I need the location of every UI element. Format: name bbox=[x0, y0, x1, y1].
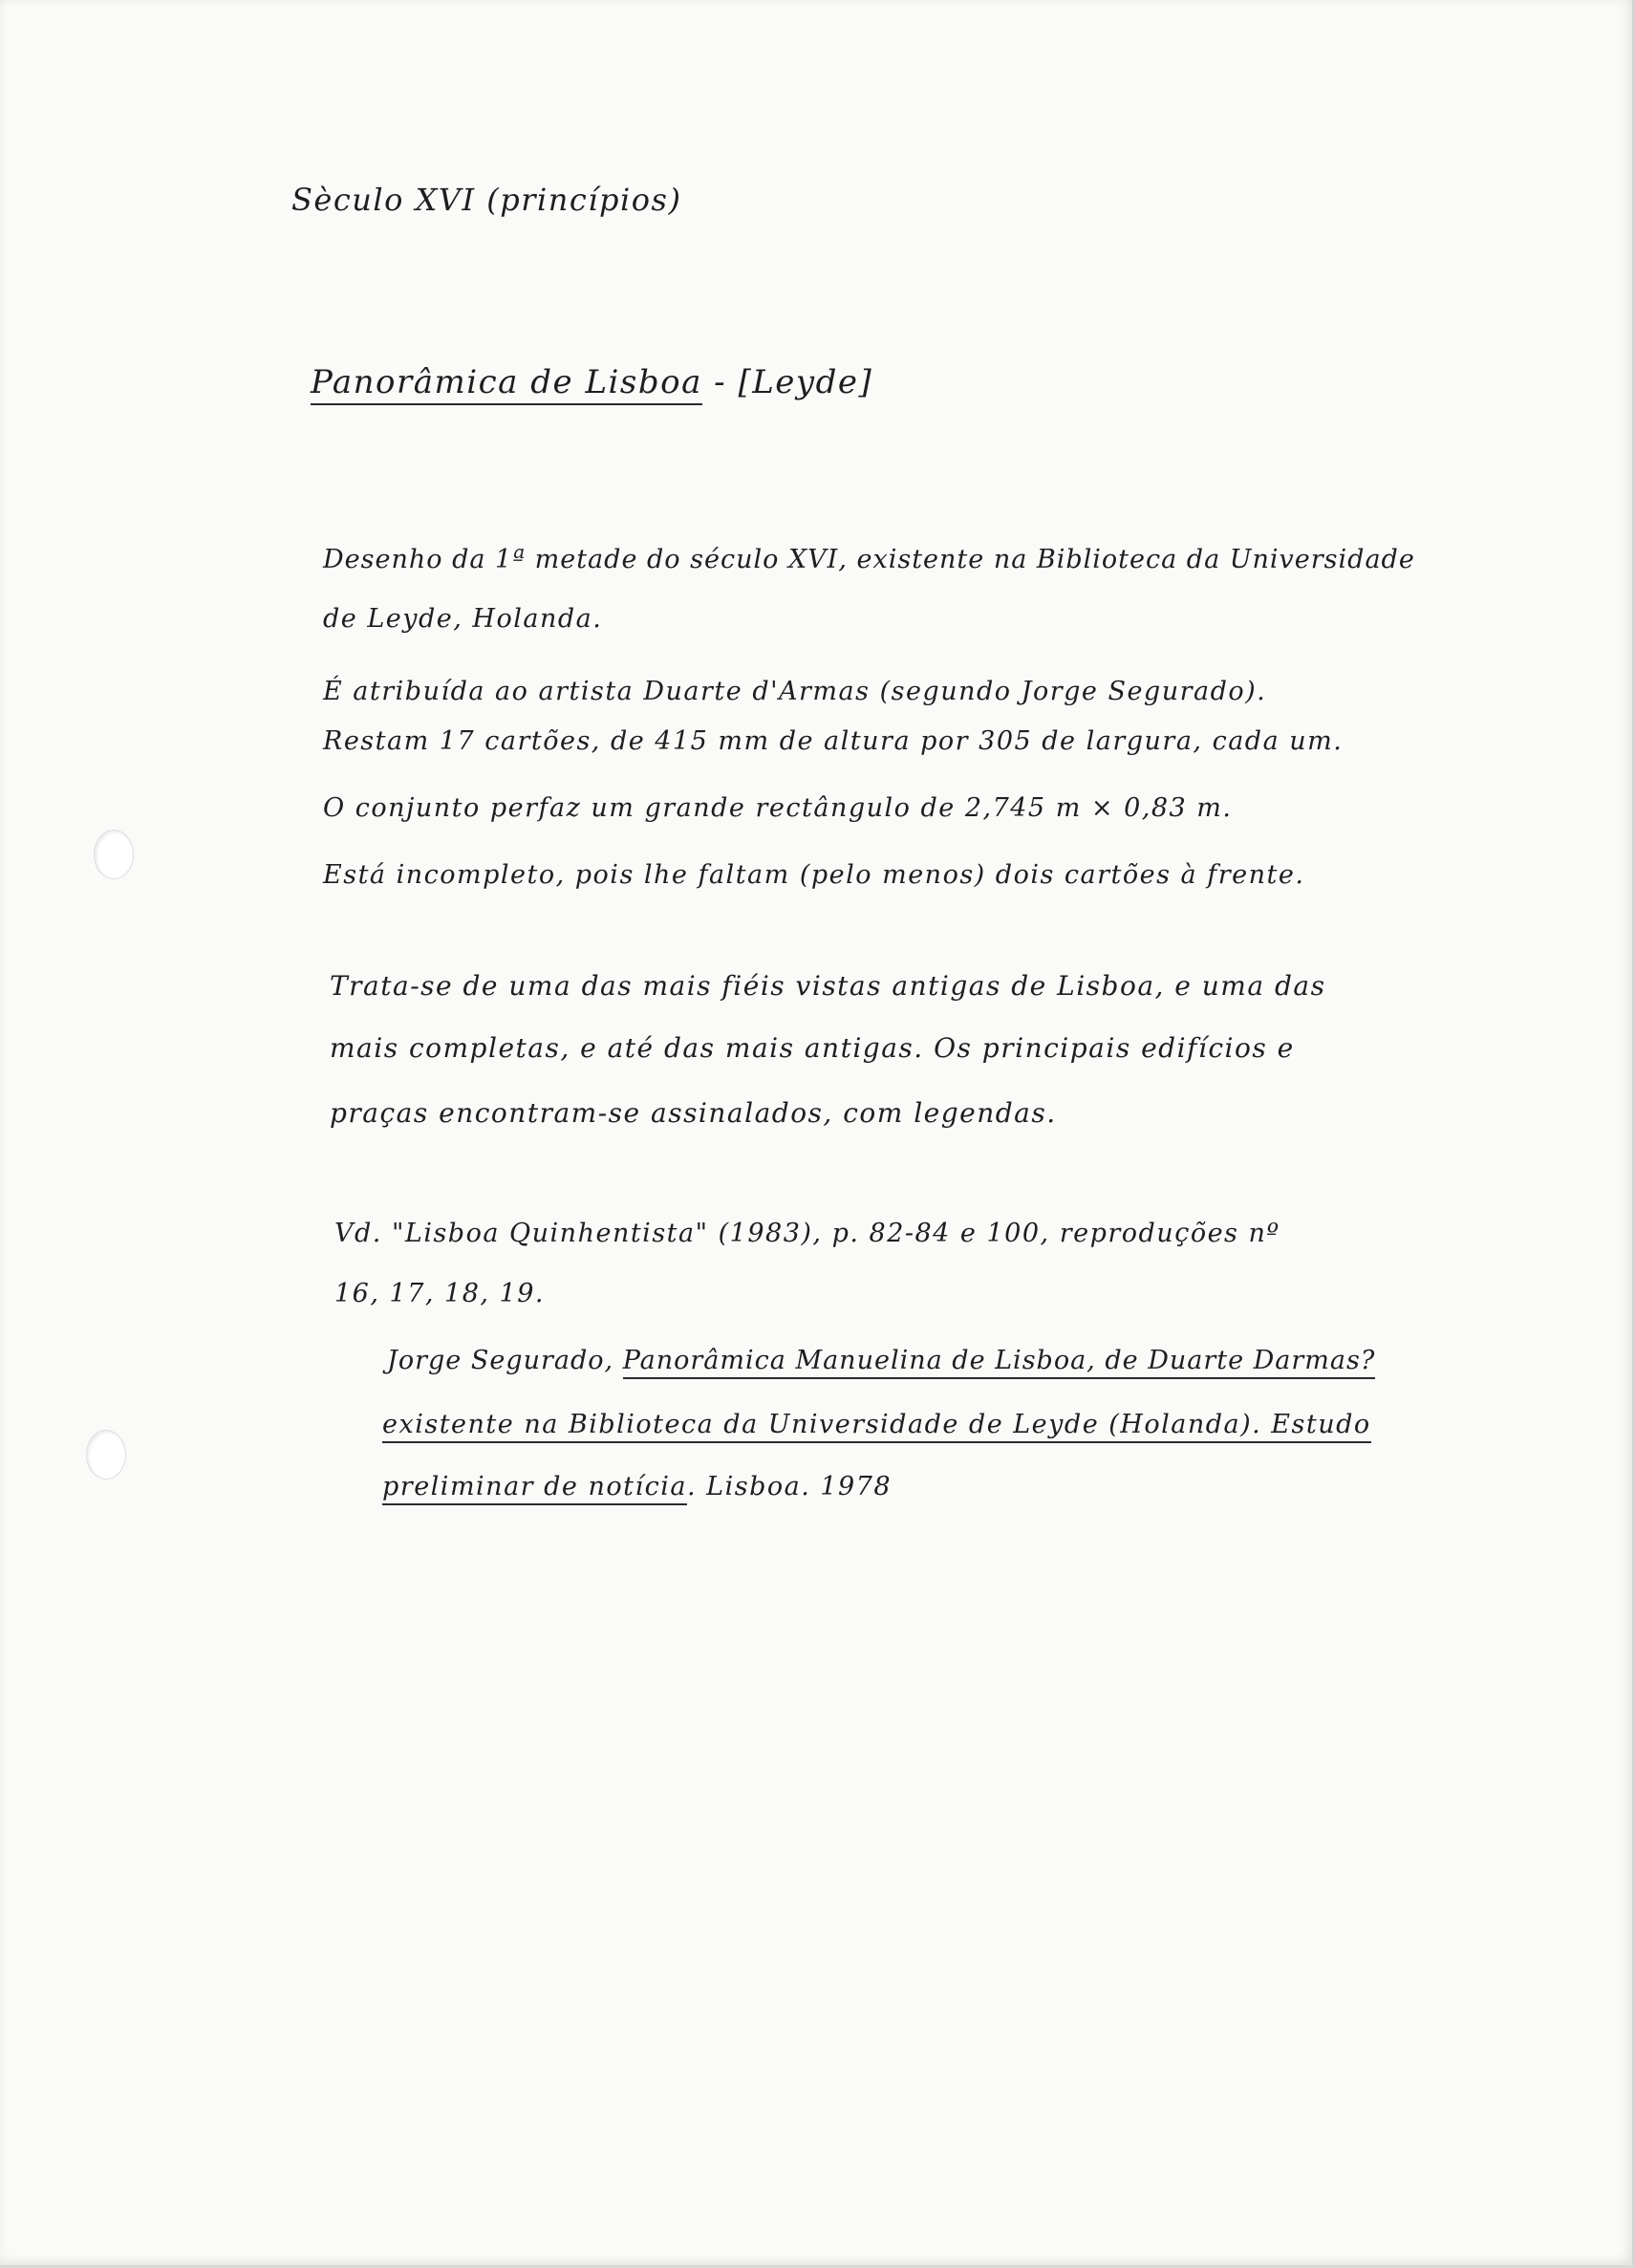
reference-work-title-c: preliminar de notícia bbox=[382, 1472, 687, 1505]
reference-segurado-line-2 bbox=[382, 1410, 1371, 1439]
punch-hole-upper bbox=[94, 830, 134, 879]
paragraph2-line-2: mais completas, e até das mais antigas. Os principais edifícios e bbox=[330, 1032, 1295, 1064]
reference-lisboa-quinhentista: "Lisboa Quinhentista" (1983), p. 82-84 e 100, reproduções nº bbox=[391, 1219, 1280, 1248]
title-main: Panorâmica de Lisboa bbox=[311, 363, 702, 405]
paragraph2-line-3: praças encontram-se assinalados, com legendas. bbox=[330, 1097, 1057, 1129]
reference-author: Jorge Segurado, bbox=[387, 1346, 614, 1375]
reference-line-1 bbox=[334, 1219, 1280, 1248]
reference-work-title-a: Panorâmica Manuelina de Lisboa, de Duarte Darmas? bbox=[623, 1346, 1376, 1379]
description-line-5: O conjunto perfaz um grande rectângulo de 2,745 m × 0,83 m. bbox=[323, 793, 1233, 823]
reference-segurado-line-3 bbox=[382, 1472, 892, 1501]
reference-vd-label: Vd. bbox=[334, 1219, 382, 1248]
century-heading: Sèculo XVI (princípios) bbox=[291, 182, 682, 218]
description-line-4: Restam 17 cartões, de 415 mm de altura por 305 de largura, cada um. bbox=[323, 726, 1344, 756]
reference-imprint: . Lisboa. 1978 bbox=[686, 1472, 893, 1501]
punch-hole-lower bbox=[86, 1430, 126, 1480]
description-line-6: Está incompleto, pois lhe faltam (pelo menos) dois cartões à frente. bbox=[323, 860, 1305, 890]
paragraph2-line-1: Trata-se de uma das mais fiéis vistas antigas de Lisboa, e uma das bbox=[330, 970, 1326, 1002]
title-suffix: - [Leyde] bbox=[714, 363, 873, 401]
description-line-2: de Leyde, Holanda. bbox=[323, 604, 603, 634]
reference-work-title-b: existente na Biblioteca da Universidade de Leyde (Holanda). Estudo bbox=[382, 1410, 1371, 1443]
document-title bbox=[311, 363, 872, 401]
reference-line-2: 16, 17, 18, 19. bbox=[334, 1279, 546, 1308]
description-line-1: Desenho da 1ª metade do século XVI, existente na Biblioteca da Universidade bbox=[323, 545, 1415, 574]
description-line-3: É atribuída ao artista Duarte d'Armas (segundo Jorge Segurado). bbox=[323, 677, 1267, 706]
reference-segurado-line-1 bbox=[387, 1346, 1375, 1375]
